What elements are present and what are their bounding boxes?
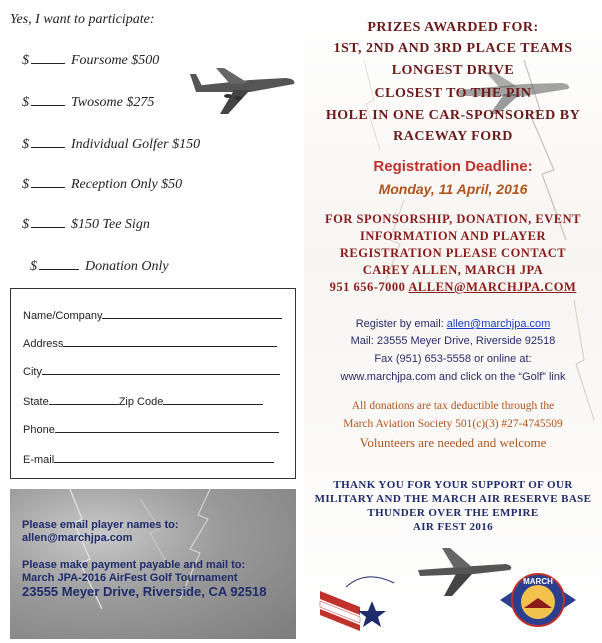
zip-label: Zip Code — [118, 396, 164, 408]
contact-form — [10, 288, 296, 479]
deadline-label: Registration Deadline: — [373, 158, 533, 175]
mailing-address: 23555 Meyer Drive, Riverside, CA 92518 — [22, 584, 267, 599]
option-reception[interactable]: $ Reception Only $50 — [22, 177, 183, 192]
amount-line[interactable] — [31, 94, 65, 106]
sponsor-phone: 951 656-7000 — [329, 280, 406, 294]
amount-line[interactable] — [31, 136, 65, 148]
option-twosome[interactable]: $ Twosome $275 — [22, 95, 155, 110]
sponsor-line-4: CAREY ALLEN, MARCH JPA — [362, 263, 544, 277]
thanks-line-3: THUNDER OVER THE EMPIRE — [367, 507, 539, 519]
email-players-text: Please email player names to: — [22, 519, 179, 531]
sponsor-line-1: FOR SPONSORSHIP, DONATION, EVENT — [325, 212, 581, 226]
airplane-icon — [190, 62, 300, 122]
option-individual[interactable]: $ Individual Golfer $150 — [22, 137, 201, 152]
payment-info-box — [10, 489, 296, 639]
option-foursome[interactable]: $ Foursome $500 — [22, 53, 160, 68]
sponsor-line-3: REGISTRATION PLEASE CONTACT — [339, 246, 567, 260]
prizes-sponsor: RACEWAY FORD — [393, 129, 513, 144]
logo-right-label: MARCH — [523, 577, 553, 586]
payment-instructions: Please make payment payable and mail to: — [22, 559, 246, 571]
option-donation[interactable]: $ Donation Only — [30, 259, 169, 274]
prizes-longest-drive: LONGEST DRIVE — [391, 63, 515, 78]
amount-line[interactable] — [31, 176, 65, 188]
volunteers-text: Volunteers are needed and welcome — [359, 435, 547, 450]
option-tee-sign[interactable]: $ $150 Tee Sign — [22, 217, 150, 232]
march-jpa-logo-icon — [316, 567, 406, 637]
participate-heading: Yes, I want to participate: — [10, 12, 155, 27]
prizes-title: PRIZES AWARDED FOR: — [367, 20, 539, 35]
deadline-date: Monday, 11 April, 2016 — [378, 181, 528, 197]
amount-line[interactable] — [31, 52, 65, 64]
email-players-address[interactable]: allen@marchjpa.com — [22, 532, 133, 544]
thanks-line-1: THANK YOU FOR YOUR SUPPORT OF OUR — [333, 479, 573, 491]
amount-line[interactable] — [39, 258, 79, 270]
sponsor-email-link[interactable]: ALLEN@MARCHJPA.COM — [408, 280, 577, 294]
info-panel — [304, 0, 602, 643]
sponsor-line-2: INFORMATION AND PLAYER — [359, 229, 546, 243]
register-fax: Fax (951) 653-5558 or online at: — [374, 353, 532, 365]
amount-line[interactable] — [31, 216, 65, 228]
address-field[interactable]: Address — [23, 337, 277, 350]
phone-field[interactable]: Phone — [23, 423, 279, 436]
email-field[interactable]: E-mail — [23, 453, 274, 466]
register-mail: Mail: 23555 Meyer Drive, Riverside 92518 — [350, 335, 556, 347]
register-email-line: Register by email: allen@marchjpa.com — [355, 318, 551, 330]
register-web[interactable]: www.marchjpa.com and click on the “Golf” link — [340, 371, 566, 383]
thanks-line-2: MILITARY AND THE MARCH AIR RESERVE BASE — [314, 493, 592, 505]
state-zip-field[interactable]: State Zip Code — [23, 395, 263, 408]
tax-line-2: March Aviation Society 501(c)(3) #27-4745509 — [343, 418, 563, 430]
sponsor-contact — [304, 279, 602, 296]
city-field[interactable]: City — [23, 365, 280, 378]
register-email-link[interactable]: allen@marchjpa.com — [446, 318, 551, 330]
tax-line-1: All donations are tax deductible through the — [351, 400, 555, 412]
prizes-hole-in-one: HOLE IN ONE CAR-SPONSORED BY — [325, 108, 581, 123]
name-field[interactable]: Name/Company — [23, 309, 282, 322]
thanks-line-4: AIR FEST 2016 — [412, 521, 494, 533]
payee-name: March JPA-2016 AirFest Golf Tournament — [22, 572, 238, 584]
prizes-places: 1ST, 2ND AND 3RD PLACE TEAMS — [333, 41, 573, 56]
prizes-closest-pin: CLOSEST TO THE PIN — [374, 86, 532, 101]
march-air-reserve-logo-icon — [498, 560, 578, 640]
